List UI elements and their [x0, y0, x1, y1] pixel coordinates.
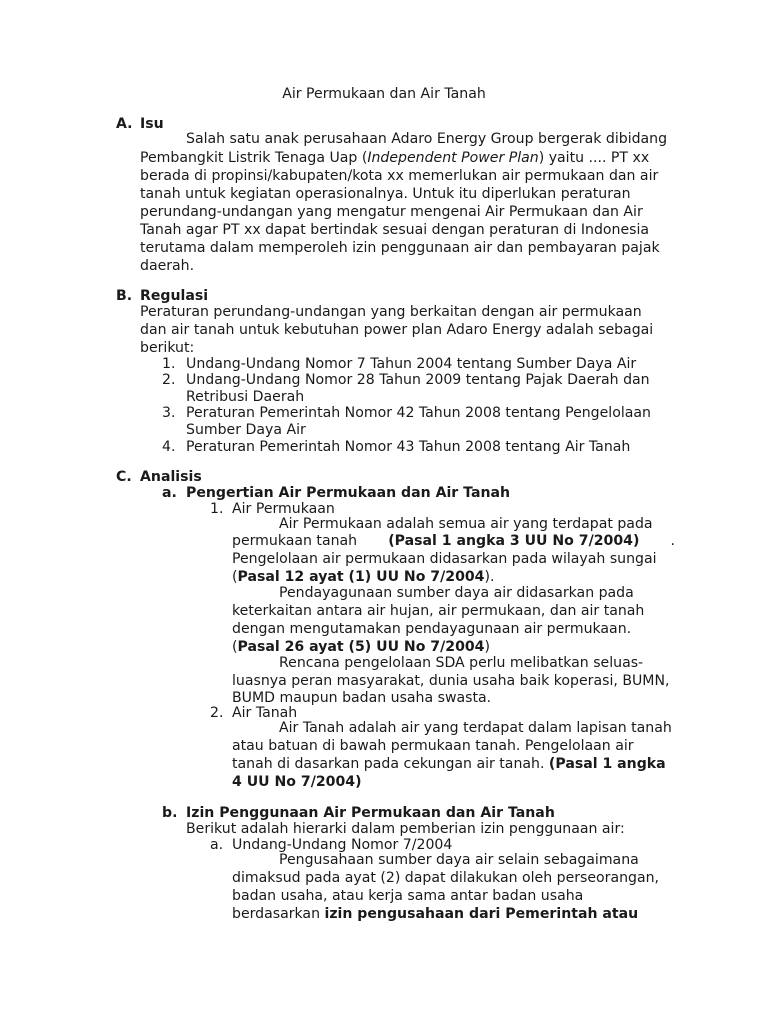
air-permukaan-number: 1. [210, 501, 224, 517]
air-permukaan-line: Pendayagunaan sumber daya air didasarkan pada [279, 585, 634, 601]
air-permukaan-line: Rencana pengelolaan SDA perlu melibatkan seluas- [279, 655, 644, 671]
regulation-item-number: 2. [162, 372, 176, 388]
air-permukaan-line: (Pasal 26 ayat (5) UU No 7/2004) [232, 639, 490, 655]
izin-paragraph-line: dimaksud pada ayat (2) dapat dilakukan oleh perseorangan, [232, 870, 660, 886]
air-permukaan-line: permukaan tanah (Pasal 1 angka 3 UU No 7/2004) . [232, 533, 675, 549]
air-permukaan-line: (Pasal 12 ayat (1) UU No 7/2004). [232, 569, 495, 585]
regulation-item-text: Undang-Undang Nomor 7 Tahun 2004 tentang Sumber Daya Air [186, 356, 637, 372]
regulation-item-number: 4. [162, 439, 176, 455]
section-b-heading: Regulasi [140, 288, 209, 304]
section-a-paragraph-line: Pembangkit Listrik Tenaga Uap (Independent Power Plan) yaitu .... PT xx [140, 150, 650, 166]
air-tanah-line: 4 UU No 7/2004) [232, 774, 362, 790]
izin-item-title: Undang-Undang Nomor 7/2004 [232, 837, 453, 853]
section-b-paragraph-line: berikut: [140, 340, 195, 356]
air-permukaan-line: BUMD maupun badan usaha swasta. [232, 690, 492, 706]
subsection-b-heading: Izin Penggunaan Air Permukaan dan Air Tanah [186, 805, 555, 821]
regulation-item-text: Retribusi Daerah [186, 389, 305, 405]
air-permukaan-line: dengan mengutamakan pendayagunaan air permukaan. [232, 621, 632, 637]
air-tanah-line: tanah di dasarkan pada cekungan air tanah. (Pasal 1 angka [232, 756, 666, 772]
air-permukaan-line: luasnya peran masyarakat, dunia usaha baik koperasi, BUMN, [232, 673, 670, 689]
air-permukaan-line: Pengelolaan air permukaan didasarkan pada wilayah sungai [232, 551, 657, 567]
section-a-paragraph-line: Tanah agar PT xx dapat bertindak sesuai dengan peraturan di Indonesia [140, 222, 650, 238]
subsection-b-label: b. [162, 805, 178, 821]
air-tanah-number: 2. [210, 705, 224, 721]
regulation-item-number: 3. [162, 405, 176, 421]
section-b-paragraph-line: Peraturan perundang-undangan yang berkaitan dengan air permukaan [140, 304, 642, 320]
section-a-heading: Isu [140, 116, 164, 132]
izin-paragraph-line: berdasarkan izin pengusahaan dari Pemerintah atau [232, 906, 639, 922]
regulation-item-text: Peraturan Pemerintah Nomor 42 Tahun 2008 tentang Pengelolaan [186, 405, 651, 421]
air-tanah-title: Air Tanah [232, 705, 298, 721]
air-permukaan-line: keterkaitan antara air hujan, air permukaan, dan air tanah [232, 603, 645, 619]
air-tanah-line: Air Tanah adalah air yang terdapat dalam lapisan tanah [279, 720, 672, 736]
izin-paragraph-line: badan usaha, atau kerja sama antar badan usaha [232, 888, 584, 904]
air-tanah-line: atau batuan di bawah permukaan tanah. Pengelolaan air [232, 738, 634, 754]
section-c-label: C. [116, 469, 132, 485]
regulation-item-number: 1. [162, 356, 176, 372]
section-a-paragraph-line: daerah. [140, 258, 195, 274]
section-a-paragraph-line: Salah satu anak perusahaan Adaro Energy Group bergerak dibidang [186, 131, 668, 147]
section-b-paragraph-line: dan air tanah untuk kebutuhan power plan Adaro Energy adalah sebagai [140, 322, 654, 338]
regulation-item-text: Undang-Undang Nomor 28 Tahun 2009 tentang Pajak Daerah dan [186, 372, 650, 388]
section-a-label: A. [116, 116, 133, 132]
section-c-heading: Analisis [140, 469, 202, 485]
section-a-paragraph-line: perundang-undangan yang mengatur mengenai Air Permukaan dan Air [140, 204, 643, 220]
regulation-item-text: Peraturan Pemerintah Nomor 43 Tahun 2008 tentang Air Tanah [186, 439, 631, 455]
section-b-label: B. [116, 288, 133, 304]
regulation-item-text: Sumber Daya Air [186, 422, 306, 438]
section-a-paragraph-line: tanah untuk kegiatan operasionalnya. Untuk itu diperlukan peraturan [140, 186, 631, 202]
section-a-paragraph-line: terutama dalam memperoleh izin penggunaan air dan pembayaran pajak [140, 240, 660, 256]
subsection-a-label: a. [162, 485, 177, 501]
subsection-a-heading: Pengertian Air Permukaan dan Air Tanah [186, 485, 511, 501]
izin-paragraph-line: Pengusahaan sumber daya air selain sebagaimana [279, 852, 639, 868]
subsection-b-intro: Berikut adalah hierarki dalam pemberian izin penggunaan air: [186, 821, 625, 837]
air-permukaan-line: Air Permukaan adalah semua air yang terdapat pada [279, 516, 653, 532]
page-title: Air Permukaan dan Air Tanah [282, 86, 486, 102]
section-a-paragraph-line: berada di propinsi/kabupaten/kota xx memerlukan air permukaan dan air [140, 168, 659, 184]
izin-item-letter: a. [210, 837, 224, 853]
air-permukaan-title: Air Permukaan [232, 501, 335, 517]
